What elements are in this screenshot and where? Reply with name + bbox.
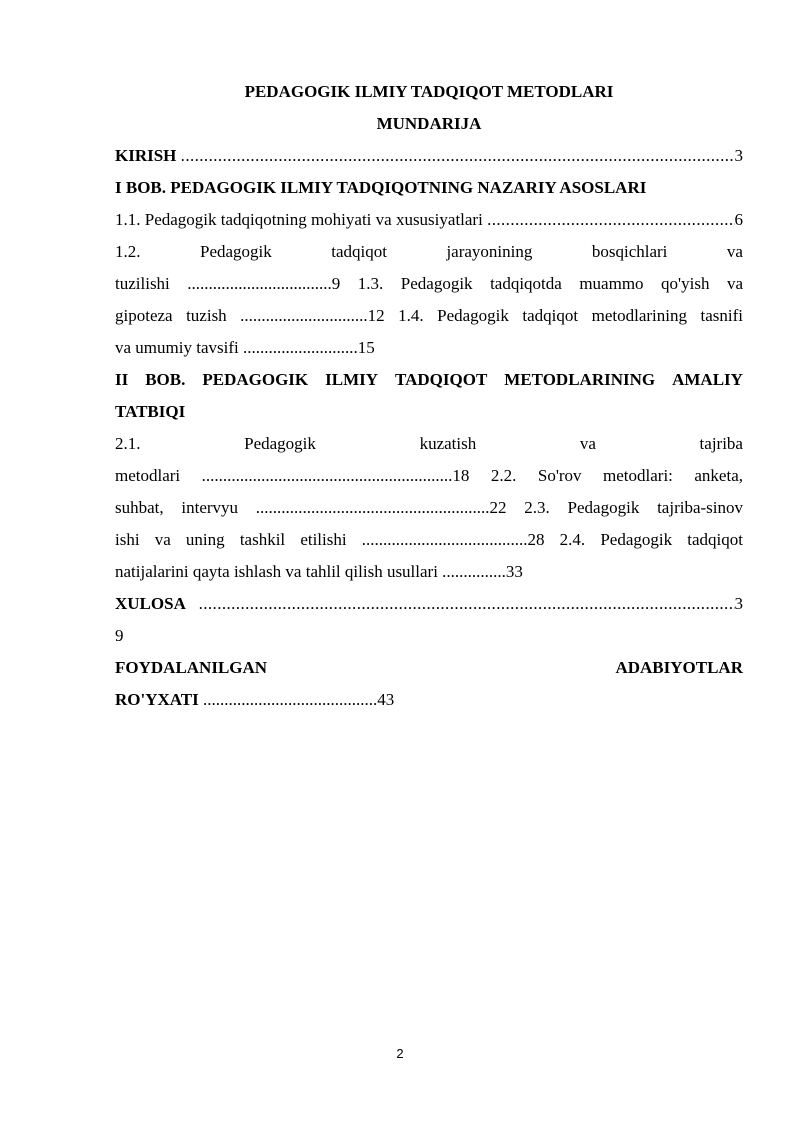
word: tashkil [239,530,286,549]
word: ILMIY [325,370,379,389]
word: metodlari: [603,466,673,485]
word: 1.3. [357,274,384,293]
word: Pedagogik [400,274,473,293]
chapter-heading-1: I BOB. PEDAGOGIK ILMIY TADQIQOTNING NAZARIY ASOSLARI [115,178,647,197]
word: TADQIQOT [395,370,488,389]
word: kuzatish [419,434,477,453]
word: 2.2. [490,466,517,485]
word: Pedagogik [567,498,640,517]
word: II [115,370,129,389]
word: PEDAGOGIK [202,370,309,389]
word: ...........................................................18 [201,466,470,485]
page-number: 2 [396,1046,404,1061]
word: muammo [579,274,644,293]
toc-entry-2-3-cont[interactable] [115,524,743,556]
word: 1.4. [398,306,424,325]
word: gipoteza [115,306,173,325]
word: .......................................28 [361,530,545,549]
word: tadqiqot [522,306,579,325]
word: AMALIY [672,370,743,389]
word: bosqichlari [591,242,668,261]
word: 2.4. [559,530,586,549]
toc-heading: MUNDARIJA [376,114,482,133]
word: tajriba [699,434,743,453]
word: tadqiqot [331,242,387,261]
toc-entry-label: 1.1. Pedagogik tadqiqotning mohiyati va xususiyatlari [115,210,483,229]
toc-entry-label: KIRISH [115,146,177,165]
word: tajriba-sinov [657,498,743,517]
toc-entry-page: 6 [734,210,743,229]
word: Pedagogik [600,530,673,549]
word: Pedagogik [199,242,272,261]
word: metodlarining [591,306,687,325]
toc-entry-adabiyotlar-cont[interactable] [115,684,743,716]
toc-entry-2-4-cont[interactable]: natijalarini qayta ishlash va tahlil qilish usullari ...............33 [115,562,523,581]
chapter-heading-2 [115,364,743,396]
dot-leader [181,140,735,172]
word: tadqiqot [687,530,743,549]
toc-entry-kirish[interactable] [115,140,743,172]
word: va [154,530,171,549]
word: qo'yish [661,274,710,293]
word: va [726,242,743,261]
word: metodlari [115,466,181,485]
word: uning [185,530,225,549]
word: intervyu [181,498,239,517]
toc-entry-adabiyotlar[interactable] [115,652,743,684]
chapter-heading-2-cont: TATBIQI [115,402,186,421]
word: FOYDALANILGAN [115,658,268,677]
word: jarayonining [446,242,533,261]
toc-entry-1-2[interactable] [115,236,743,268]
toc-entry-xulosa[interactable] [115,588,743,620]
word: va [579,434,596,453]
word: BOB. [145,370,186,389]
toc-entry-1-4-cont[interactable]: va umumiy tavsifi ...........................15 [115,338,375,357]
toc-entry-xulosa-page-cont: 9 [115,626,124,645]
table-of-contents [115,76,743,716]
word: suhbat, [115,498,164,517]
word: tasnifi [700,306,743,325]
word: tuzilishi [115,274,170,293]
word: METODLARINING [504,370,656,389]
word: 2.3. [524,498,550,517]
word: ..................................9 [187,274,341,293]
word: 2.1. [115,434,141,453]
word: tuzish [186,306,227,325]
toc-entry-1-1[interactable] [115,204,743,236]
dot-leader [199,588,735,620]
dot-leader [487,204,734,236]
word: va [726,274,743,293]
word: 1.2. [115,242,141,261]
word: So'rov [537,466,582,485]
toc-entry-1-3-cont[interactable] [115,300,743,332]
toc-entry-2-1[interactable] [115,428,743,460]
word: ..............................12 [240,306,385,325]
word: ishi [115,530,140,549]
toc-entry-label: RO'YXATI [115,690,199,709]
document-title: PEDAGOGIK ILMIY TADQIQOT METODLARI [244,82,614,101]
word: anketa, [694,466,743,485]
toc-entry-2-2-cont[interactable] [115,492,743,524]
toc-entry-page: 3 [734,146,743,165]
word: tadqiqotda [490,274,562,293]
toc-entry-2-1-cont[interactable] [115,460,743,492]
toc-entry-page: 3 [734,594,743,613]
word: ADABIYOTLAR [615,658,743,677]
word: .......................................................22 [255,498,507,517]
word: etilishi [300,530,347,549]
word: Pedagogik [437,306,509,325]
toc-entry-1-2-cont[interactable] [115,268,743,300]
word: Pedagogik [244,434,316,453]
toc-entry-leader-page: .........................................43 [203,690,395,709]
toc-entry-label: XULOSA [115,594,186,613]
